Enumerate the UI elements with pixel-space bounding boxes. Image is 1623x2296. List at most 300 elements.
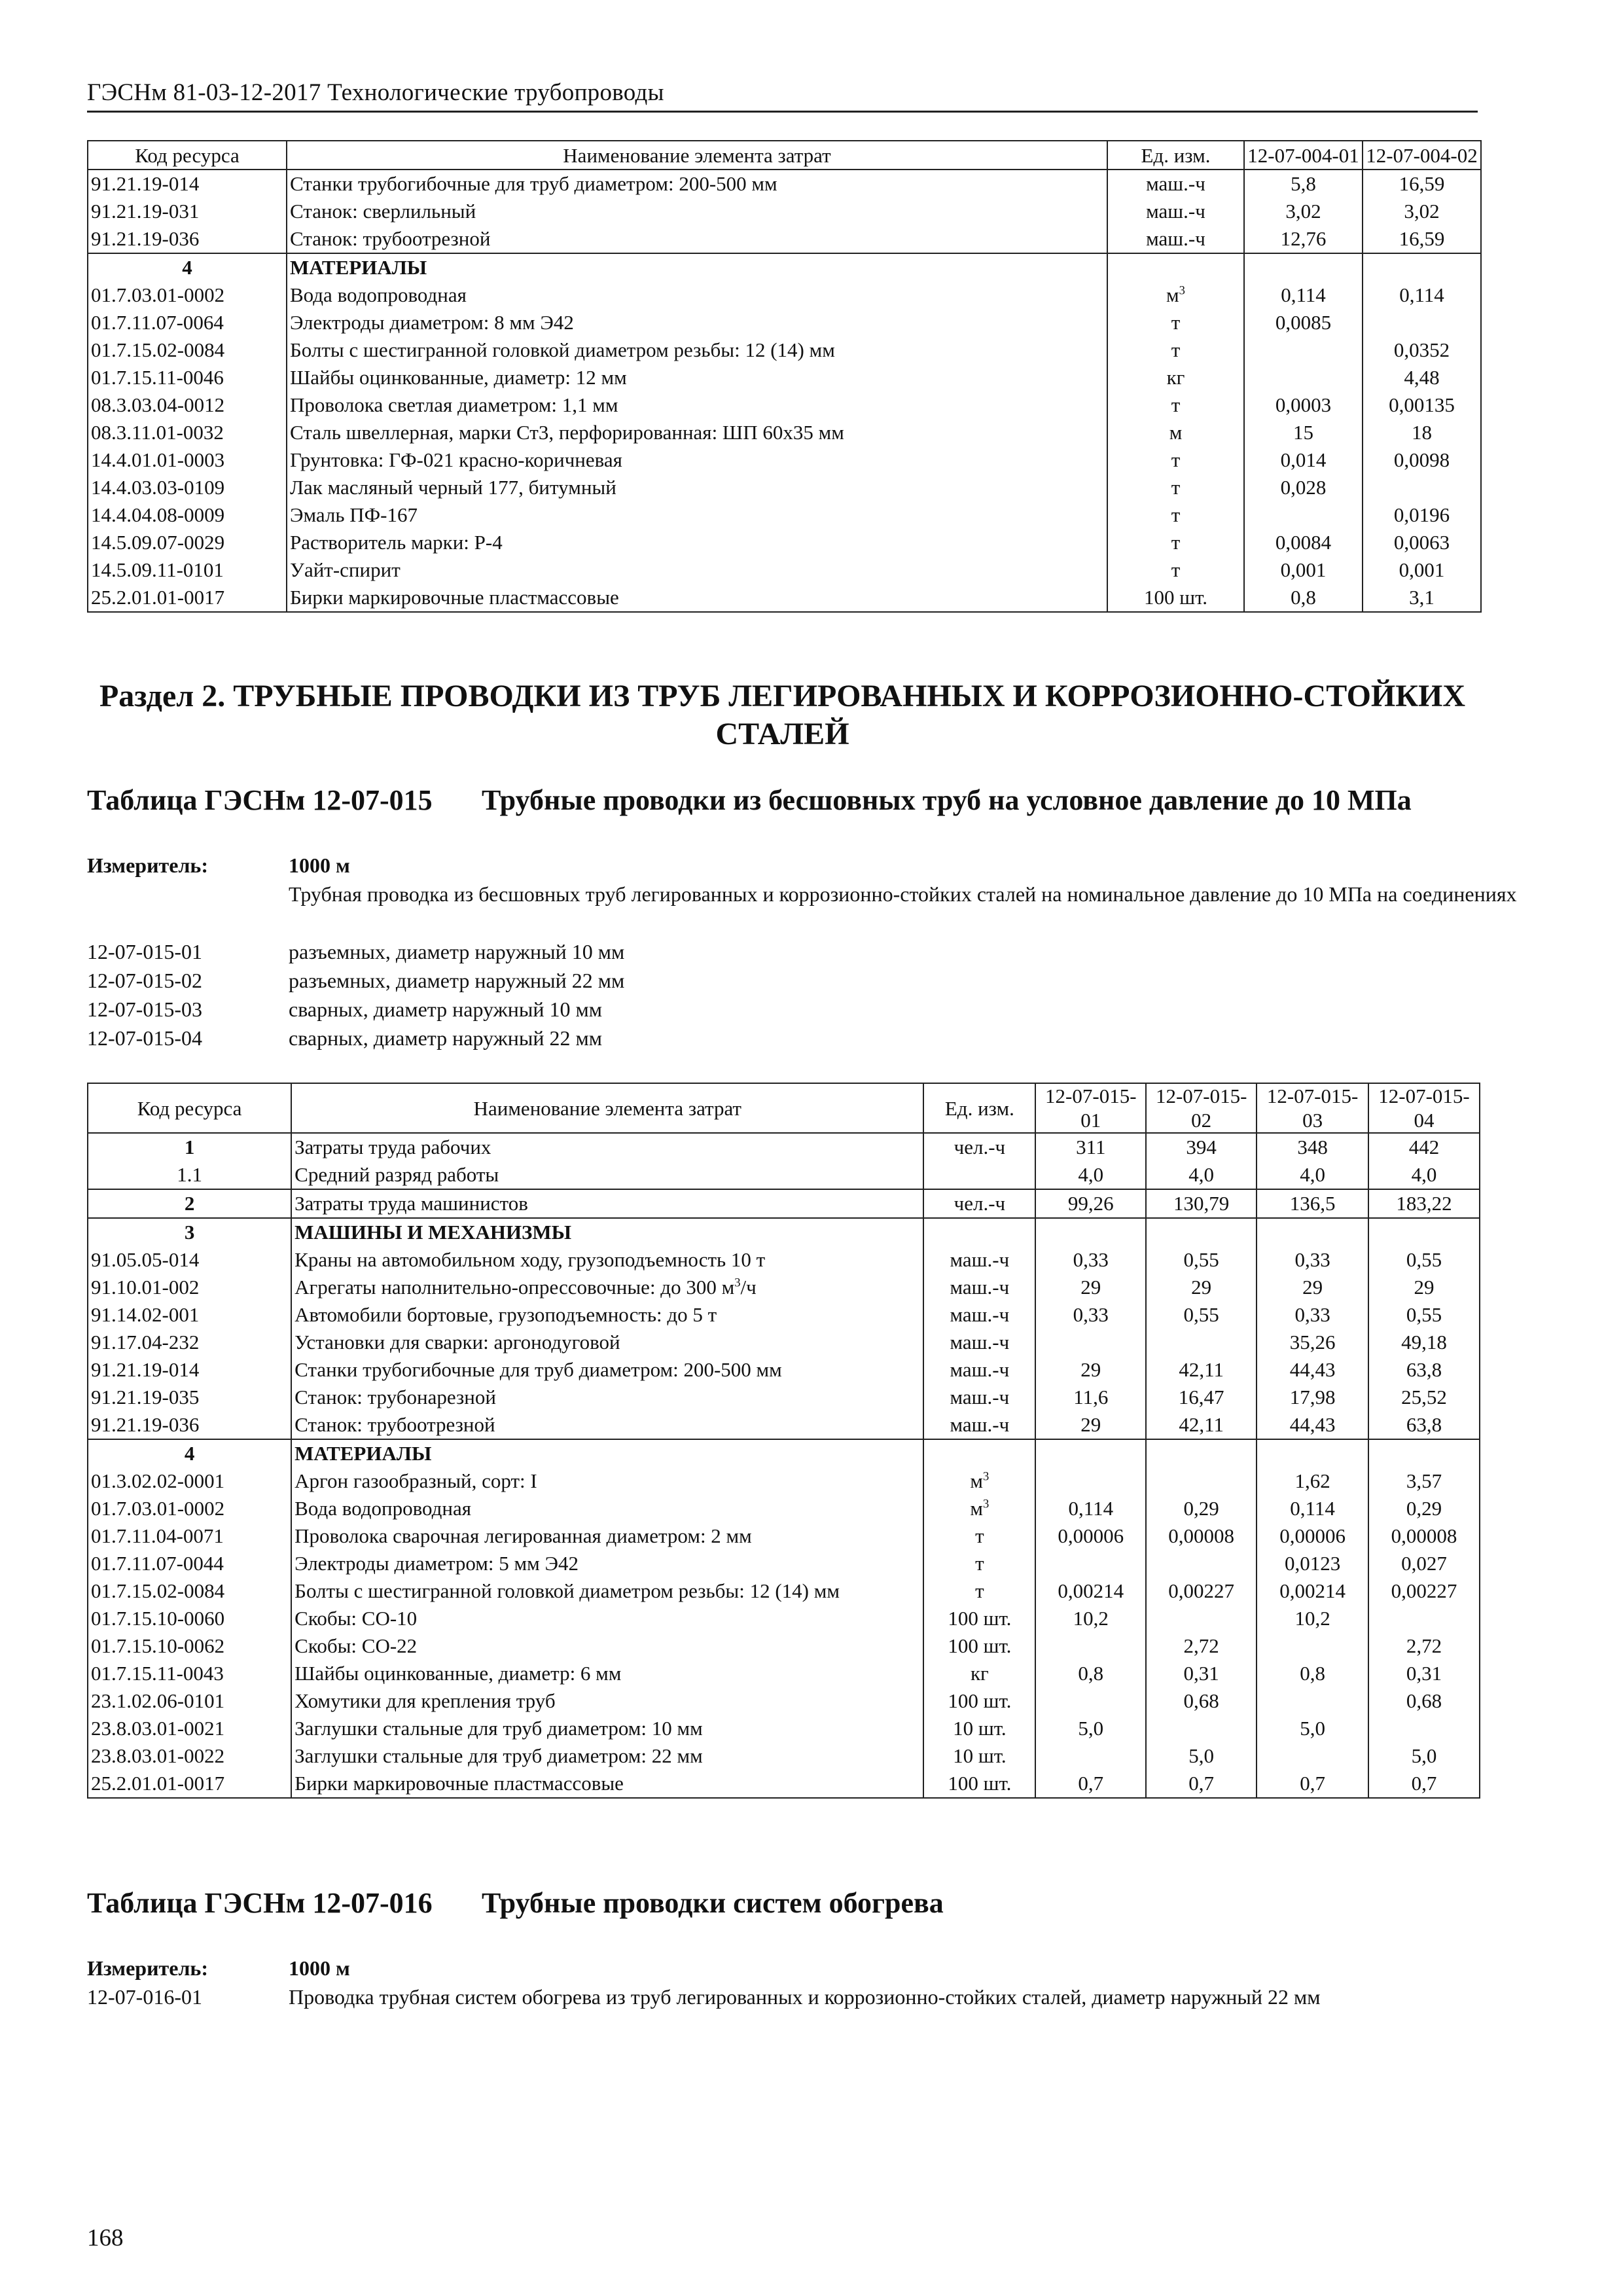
norm-value: 130,79 — [1146, 1189, 1257, 1218]
resource-name: МАШИНЫ И МЕХАНИЗМЫ — [291, 1218, 923, 1246]
table-row — [88, 529, 1481, 556]
resource-code: 91.14.02-001 — [88, 1301, 291, 1329]
resource-name: Растворитель марки: Р-4 — [287, 529, 1107, 556]
norm-value: 0,00006 — [1257, 1522, 1368, 1550]
norm-value: 5,0 — [1146, 1742, 1257, 1770]
resource-code: 91.05.05-014 — [88, 1246, 291, 1274]
resource-code: 91.21.19-014 — [88, 1356, 291, 1384]
norm-value: 0,0123 — [1257, 1550, 1368, 1577]
norm-value — [1257, 1632, 1368, 1660]
column-header-norm-3: 12-07-015-03 — [1257, 1083, 1368, 1133]
norm-value — [1035, 1550, 1146, 1577]
resource-unit: 100 шт. — [923, 1770, 1035, 1798]
norm-value: 311 — [1035, 1133, 1146, 1161]
norm-value: 0,33 — [1257, 1301, 1368, 1329]
item-code: 12-07-015-04 — [87, 1026, 202, 1050]
table-row — [88, 391, 1481, 419]
column-header-norm-2: 12-07-004-02 — [1363, 141, 1481, 170]
norm-value: 3,1 — [1363, 584, 1481, 612]
norm-value — [1035, 1632, 1146, 1660]
column-header-norm-1: 12-07-015-01 — [1035, 1083, 1146, 1133]
table-row — [88, 1133, 1480, 1161]
norm-value: 0,028 — [1244, 474, 1363, 501]
norm-value: 2,72 — [1146, 1632, 1257, 1660]
table-row — [88, 225, 1481, 253]
norm-value: 0,31 — [1368, 1660, 1480, 1687]
norm-value — [1146, 1605, 1257, 1632]
norm-value — [1146, 1467, 1257, 1495]
resource-name: Проволока сварочная легированная диаметром: 2 мм — [291, 1522, 923, 1550]
resource-unit: маш.-ч — [923, 1384, 1035, 1411]
resource-name: Заглушки стальные для труб диаметром: 22 мм — [291, 1742, 923, 1770]
norm-value: 0,00006 — [1035, 1522, 1146, 1550]
norm-value — [1244, 253, 1363, 281]
column-header-norm-1: 12-07-004-01 — [1244, 141, 1363, 170]
resource-name: Станок: трубоотрезной — [287, 225, 1107, 253]
resource-name: Станок: трубоотрезной — [291, 1411, 923, 1439]
norm-value: 0,7 — [1146, 1770, 1257, 1798]
resource-name: Уайт-спирит — [287, 556, 1107, 584]
norm-value: 0,68 — [1368, 1687, 1480, 1715]
table-name: Трубные проводки из бесшовных труб на условное давление до 10 МПа — [482, 784, 1412, 816]
resource-unit: 100 шт. — [923, 1605, 1035, 1632]
norm-value: 0,29 — [1146, 1495, 1257, 1522]
norm-value: 4,0 — [1146, 1161, 1257, 1189]
resource-unit — [923, 1218, 1035, 1246]
resource-name: МАТЕРИАЛЫ — [287, 253, 1107, 281]
resource-code: 01.7.11.04-0071 — [88, 1522, 291, 1550]
norm-value — [1146, 1550, 1257, 1577]
table-row — [88, 1632, 1480, 1660]
table-row — [88, 1356, 1480, 1384]
resource-unit: маш.-ч — [923, 1329, 1035, 1356]
norm-value: 4,48 — [1363, 364, 1481, 391]
norm-value: 29 — [1257, 1274, 1368, 1301]
item-text: разъемных, диаметр наружный 10 мм — [289, 940, 625, 963]
resource-unit: маш.-ч — [923, 1274, 1035, 1301]
norm-value: 5,0 — [1368, 1742, 1480, 1770]
norm-value: 0,55 — [1146, 1246, 1257, 1274]
norm-value: 3,02 — [1363, 198, 1481, 225]
norm-value — [1363, 474, 1481, 501]
resource-unit: т — [1107, 391, 1244, 419]
resource-name: Бирки маркировочные пластмассовые — [291, 1770, 923, 1798]
resource-unit: 100 шт. — [923, 1687, 1035, 1715]
norm-value: 0,7 — [1257, 1770, 1368, 1798]
resource-unit: м — [1107, 419, 1244, 446]
resource-unit: чел.-ч — [923, 1133, 1035, 1161]
table-row — [88, 1770, 1480, 1798]
resource-unit: $м^3$ — [1107, 281, 1244, 309]
item-code: 12-07-016-01 — [87, 1985, 202, 2009]
resource-name: Агрегаты наполнительно-опрессовочные: до 300 $м^3/ч$ — [291, 1274, 923, 1301]
resource-code: 3 — [88, 1218, 291, 1246]
resource-code: 01.7.03.01-0002 — [88, 281, 287, 309]
norm-value: 0,114 — [1035, 1495, 1146, 1522]
norm-value: 442 — [1368, 1133, 1480, 1161]
resource-name: Лак масляный черный 177, битумный — [287, 474, 1107, 501]
resource-code: 14.4.01.01-0003 — [88, 446, 287, 474]
resource-unit: 10 шт. — [923, 1715, 1035, 1742]
norm-value — [1257, 1687, 1368, 1715]
resource-code: 91.21.19-036 — [88, 225, 287, 253]
norm-value — [1035, 1218, 1146, 1246]
norm-value — [1257, 1218, 1368, 1246]
column-header-unit: Ед. изм. — [923, 1083, 1035, 1133]
table-row — [88, 1301, 1480, 1329]
resource-unit: кг — [1107, 364, 1244, 391]
resource-code: 01.7.15.11-0043 — [88, 1660, 291, 1687]
resource-unit — [1107, 253, 1244, 281]
resource-name: Электроды диаметром: 8 мм Э42 — [287, 309, 1107, 336]
norm-value: 0,68 — [1146, 1687, 1257, 1715]
norm-value: 0,001 — [1363, 556, 1481, 584]
resource-name: Электроды диаметром: 5 мм Э42 — [291, 1550, 923, 1577]
resource-code: 25.2.01.01-0017 — [88, 1770, 291, 1798]
table-row — [88, 1218, 1480, 1246]
norm-value — [1035, 1329, 1146, 1356]
resource-code: 23.8.03.01-0021 — [88, 1715, 291, 1742]
resource-code: 91.21.19-035 — [88, 1384, 291, 1411]
resource-unit: маш.-ч — [1107, 198, 1244, 225]
norm-value: 29 — [1035, 1274, 1146, 1301]
resource-unit: маш.-ч — [923, 1246, 1035, 1274]
column-header-code: Код ресурса — [88, 141, 287, 170]
item-text: сварных, диаметр наружный 10 мм — [289, 997, 602, 1021]
resource-name: Бирки маркировочные пластмассовые — [287, 584, 1107, 612]
norm-value: 3,57 — [1368, 1467, 1480, 1495]
resource-code: 01.3.02.02-0001 — [88, 1467, 291, 1495]
norm-value — [1146, 1715, 1257, 1742]
resource-unit: маш.-ч — [1107, 225, 1244, 253]
meter-value: 1000 м — [289, 1956, 350, 1980]
resource-name: Вода водопроводная — [291, 1495, 923, 1522]
table-row — [88, 198, 1481, 225]
norm-value: 0,00214 — [1257, 1577, 1368, 1605]
resource-unit: маш.-ч — [923, 1356, 1035, 1384]
norm-value: 0,55 — [1368, 1246, 1480, 1274]
meter-label: Измеритель: — [87, 853, 208, 877]
table-row — [88, 419, 1481, 446]
resource-unit: т — [923, 1522, 1035, 1550]
column-header-norm-2: 12-07-015-02 — [1146, 1083, 1257, 1133]
item-code: 12-07-015-03 — [87, 997, 202, 1021]
running-header: ГЭСНм 81-03-12-2017 Технологические трубопроводы — [87, 79, 1478, 113]
norm-value: 25,52 — [1368, 1384, 1480, 1411]
norm-value: 0,00227 — [1368, 1577, 1480, 1605]
norm-value: 29 — [1035, 1411, 1146, 1439]
item-text: Проводка трубная систем обогрева из труб легированных и коррозионно-стойких сталей, диаметр наружный 22 мм — [289, 1985, 1321, 2009]
measure-block-12-07-016 — [87, 1954, 1478, 2045]
norm-value: 0,00008 — [1368, 1522, 1480, 1550]
norm-value: 35,26 — [1257, 1329, 1368, 1356]
norm-value: 0,55 — [1146, 1301, 1257, 1329]
resource-unit — [923, 1161, 1035, 1189]
resource-name: МАТЕРИАЛЫ — [291, 1439, 923, 1467]
column-header-name: Наименование элемента затрат — [291, 1083, 923, 1133]
resource-code: 01.7.15.02-0084 — [88, 336, 287, 364]
resource-name: Станки трубогибочные для труб диаметром: 200-500 мм — [291, 1356, 923, 1384]
resource-code: 01.7.15.10-0062 — [88, 1632, 291, 1660]
resource-unit: 100 шт. — [923, 1632, 1035, 1660]
resource-code: 01.7.15.10-0060 — [88, 1605, 291, 1632]
norm-value: 0,00227 — [1146, 1577, 1257, 1605]
resource-unit: 10 шт. — [923, 1742, 1035, 1770]
norm-value: 5,8 — [1244, 170, 1363, 198]
norm-value: 10,2 — [1035, 1605, 1146, 1632]
norm-value: 0,014 — [1244, 446, 1363, 474]
resource-name: Станок: сверлильный — [287, 198, 1107, 225]
resource-code: 91.17.04-232 — [88, 1329, 291, 1356]
norm-value: 0,0352 — [1363, 336, 1481, 364]
table-name: Трубные проводки систем обогрева — [482, 1887, 944, 1919]
resource-unit: т — [1107, 474, 1244, 501]
table-row — [88, 1522, 1480, 1550]
norm-value — [1146, 1329, 1257, 1356]
norm-value: 0,114 — [1363, 281, 1481, 309]
norm-value: 29 — [1368, 1274, 1480, 1301]
norm-value: 0,001 — [1244, 556, 1363, 584]
norm-value — [1035, 1687, 1146, 1715]
norm-value: 136,5 — [1257, 1189, 1368, 1218]
norm-value — [1035, 1742, 1146, 1770]
norm-value — [1035, 1467, 1146, 1495]
resource-code: 14.4.03.03-0109 — [88, 474, 287, 501]
resource-name: Заглушки стальные для труб диаметром: 10 мм — [291, 1715, 923, 1742]
resource-name: Автомобили бортовые, грузоподъемность: до 5 т — [291, 1301, 923, 1329]
table-label: Таблица ГЭСНм 12-07-015 — [87, 784, 433, 816]
norm-value: 0,0085 — [1244, 309, 1363, 336]
table-row — [88, 1715, 1480, 1742]
norm-value: 4,0 — [1257, 1161, 1368, 1189]
resource-code: 23.8.03.01-0022 — [88, 1742, 291, 1770]
resource-code: 01.7.03.01-0002 — [88, 1495, 291, 1522]
resource-unit: т — [1107, 309, 1244, 336]
norm-value: 0,0084 — [1244, 529, 1363, 556]
resource-code: 01.7.11.07-0064 — [88, 309, 287, 336]
resource-name: Установки для сварки: аргонодуговой — [291, 1329, 923, 1356]
norm-value — [1146, 1218, 1257, 1246]
table-row — [88, 1161, 1480, 1189]
norm-value: 5,0 — [1035, 1715, 1146, 1742]
norm-value — [1368, 1218, 1480, 1246]
table-row — [88, 474, 1481, 501]
meter-description: Трубная проводка из бесшовных труб легированных и коррозионно-стойких сталей на номинальное давление до 10 МПа на соединениях — [289, 882, 1517, 906]
resource-name: Шайбы оцинкованные, диаметр: 12 мм — [287, 364, 1107, 391]
norm-value: 0,114 — [1257, 1495, 1368, 1522]
norm-value: 0,00135 — [1363, 391, 1481, 419]
resource-name: Станки трубогибочные для труб диаметром: 200-500 мм — [287, 170, 1107, 198]
resource-name: Шайбы оцинкованные, диаметр: 6 мм — [291, 1660, 923, 1687]
norm-value — [1244, 364, 1363, 391]
norm-value: 0,8 — [1257, 1660, 1368, 1687]
norm-value: 0,00214 — [1035, 1577, 1146, 1605]
norm-value: 99,26 — [1035, 1189, 1146, 1218]
resource-code: 23.1.02.06-0101 — [88, 1687, 291, 1715]
column-header-name: Наименование элемента затрат — [287, 141, 1107, 170]
norm-value — [1368, 1439, 1480, 1467]
resource-name: Хомутики для крепления труб — [291, 1687, 923, 1715]
norm-value: 2,72 — [1368, 1632, 1480, 1660]
page-number: 168 — [87, 2225, 124, 2251]
resource-code: 1 — [88, 1133, 291, 1161]
resource-unit: маш.-ч — [923, 1411, 1035, 1439]
resource-code: 91.21.19-014 — [88, 170, 287, 198]
resource-code: 14.5.09.07-0029 — [88, 529, 287, 556]
resource-code: 91.21.19-031 — [88, 198, 287, 225]
table-title-12-07-015 — [87, 783, 1412, 817]
norm-value: 0,8 — [1244, 584, 1363, 612]
resource-code: 14.5.09.11-0101 — [88, 556, 287, 584]
table-row — [88, 1384, 1480, 1411]
resource-name: Эмаль ПФ-167 — [287, 501, 1107, 529]
resource-unit: т — [923, 1550, 1035, 1577]
table-row — [88, 1605, 1480, 1632]
resource-unit: т — [1107, 529, 1244, 556]
resource-name: Вода водопроводная — [287, 281, 1107, 309]
norm-value — [1244, 501, 1363, 529]
norm-value: 10,2 — [1257, 1605, 1368, 1632]
resource-code: 14.4.04.08-0009 — [88, 501, 287, 529]
table-title-12-07-016 — [87, 1886, 944, 1920]
resource-unit: т — [1107, 446, 1244, 474]
norm-value: 0,027 — [1368, 1550, 1480, 1577]
norm-value — [1035, 1439, 1146, 1467]
norm-value: 0,00008 — [1146, 1522, 1257, 1550]
resource-name: Сталь швеллерная, марки Ст3, перфорированная: ШП 60х35 мм — [287, 419, 1107, 446]
item-code: 12-07-015-01 — [87, 940, 202, 963]
table-row — [88, 281, 1481, 309]
resource-name: Станок: трубонарезной — [291, 1384, 923, 1411]
column-header-norm-4: 12-07-015-04 — [1368, 1083, 1480, 1133]
table-row — [88, 1246, 1480, 1274]
item-text: сварных, диаметр наружный 22 мм — [289, 1026, 602, 1050]
table-row — [88, 1742, 1480, 1770]
norm-value: 0,7 — [1035, 1770, 1146, 1798]
resource-name: Скобы: СО-22 — [291, 1632, 923, 1660]
norm-value — [1244, 336, 1363, 364]
norm-value — [1363, 253, 1481, 281]
table-row — [88, 1660, 1480, 1687]
norm-value: 44,43 — [1257, 1411, 1368, 1439]
resource-unit: т — [1107, 556, 1244, 584]
table-row — [88, 1439, 1480, 1467]
norm-value: 0,55 — [1368, 1301, 1480, 1329]
norm-value: 44,43 — [1257, 1356, 1368, 1384]
resource-name: Затраты труда рабочих — [291, 1133, 923, 1161]
norm-value: 0,33 — [1035, 1246, 1146, 1274]
table-row — [88, 584, 1481, 612]
norm-value: 29 — [1146, 1274, 1257, 1301]
resource-code: 2 — [88, 1189, 291, 1218]
meter-value: 1000 м — [289, 853, 350, 877]
resource-code: 08.3.11.01-0032 — [88, 419, 287, 446]
table-row — [88, 1577, 1480, 1605]
resource-code: 08.3.03.04-0012 — [88, 391, 287, 419]
resource-code: 25.2.01.01-0017 — [88, 584, 287, 612]
resource-code: 1.1 — [88, 1161, 291, 1189]
norm-value: 183,22 — [1368, 1189, 1480, 1218]
table-row — [88, 1550, 1480, 1577]
norm-value — [1368, 1605, 1480, 1632]
resource-unit: чел.-ч — [923, 1189, 1035, 1218]
norm-value — [1257, 1742, 1368, 1770]
table-row — [88, 1411, 1480, 1439]
table-row — [88, 309, 1481, 336]
resource-unit — [923, 1439, 1035, 1467]
table-row — [88, 1495, 1480, 1522]
table-row — [88, 501, 1481, 529]
norm-value: 17,98 — [1257, 1384, 1368, 1411]
resource-code: 4 — [88, 1439, 291, 1467]
norm-value: 0,33 — [1035, 1301, 1146, 1329]
resource-unit: $м^3$ — [923, 1495, 1035, 1522]
resource-unit: т — [923, 1577, 1035, 1605]
norm-value: 0,29 — [1368, 1495, 1480, 1522]
resource-name: Аргон газообразный, сорт: I — [291, 1467, 923, 1495]
resource-unit: т — [1107, 501, 1244, 529]
table-label: Таблица ГЭСНм 12-07-016 — [87, 1887, 433, 1919]
norm-value: 0,31 — [1146, 1660, 1257, 1687]
meter-label: Измеритель: — [87, 1956, 208, 1980]
norm-value: 16,59 — [1363, 225, 1481, 253]
resource-name: Скобы: СО-10 — [291, 1605, 923, 1632]
resource-name: Краны на автомобильном ходу, грузоподъемность 10 т — [291, 1246, 923, 1274]
norm-value: 42,11 — [1146, 1411, 1257, 1439]
resource-unit: маш.-ч — [923, 1301, 1035, 1329]
item-code: 12-07-015-02 — [87, 969, 202, 992]
norm-value: 3,02 — [1244, 198, 1363, 225]
table-row — [88, 1687, 1480, 1715]
resource-table-12-07-015 — [87, 1083, 1480, 1799]
measure-block-12-07-015 — [87, 851, 1517, 1060]
norm-value: 16,47 — [1146, 1384, 1257, 1411]
resource-unit: 100 шт. — [1107, 584, 1244, 612]
resource-code: 01.7.15.02-0084 — [88, 1577, 291, 1605]
norm-value: 0,33 — [1257, 1246, 1368, 1274]
item-text: разъемных, диаметр наружный 22 мм — [289, 969, 625, 992]
resource-name: Затраты труда машинистов — [291, 1189, 923, 1218]
norm-value — [1257, 1439, 1368, 1467]
table-row — [88, 1274, 1480, 1301]
table-row — [88, 336, 1481, 364]
column-header-unit: Ед. изм. — [1107, 141, 1244, 170]
table-row — [88, 1189, 1480, 1218]
norm-value: 0,7 — [1368, 1770, 1480, 1798]
norm-value: 0,8 — [1035, 1660, 1146, 1687]
norm-value: 29 — [1035, 1356, 1146, 1384]
norm-value: 11,6 — [1035, 1384, 1146, 1411]
norm-value: 0,0003 — [1244, 391, 1363, 419]
resource-code: 91.10.01-002 — [88, 1274, 291, 1301]
resource-unit: $м^3$ — [923, 1467, 1035, 1495]
norm-value: 63,8 — [1368, 1356, 1480, 1384]
column-header-code: Код ресурса — [88, 1083, 291, 1133]
resource-name: Болты с шестигранной головкой диаметром резьбы: 12 (14) мм — [287, 336, 1107, 364]
table-row — [88, 364, 1481, 391]
resource-name: Грунтовка: ГФ-021 красно-коричневая — [287, 446, 1107, 474]
norm-value: 1,62 — [1257, 1467, 1368, 1495]
resource-code: 91.21.19-036 — [88, 1411, 291, 1439]
norm-value: 49,18 — [1368, 1329, 1480, 1356]
norm-value: 15 — [1244, 419, 1363, 446]
norm-value: 16,59 — [1363, 170, 1481, 198]
table-row — [88, 253, 1481, 281]
norm-value: 0,114 — [1244, 281, 1363, 309]
norm-value — [1368, 1715, 1480, 1742]
table-row — [88, 1329, 1480, 1356]
norm-value — [1146, 1439, 1257, 1467]
